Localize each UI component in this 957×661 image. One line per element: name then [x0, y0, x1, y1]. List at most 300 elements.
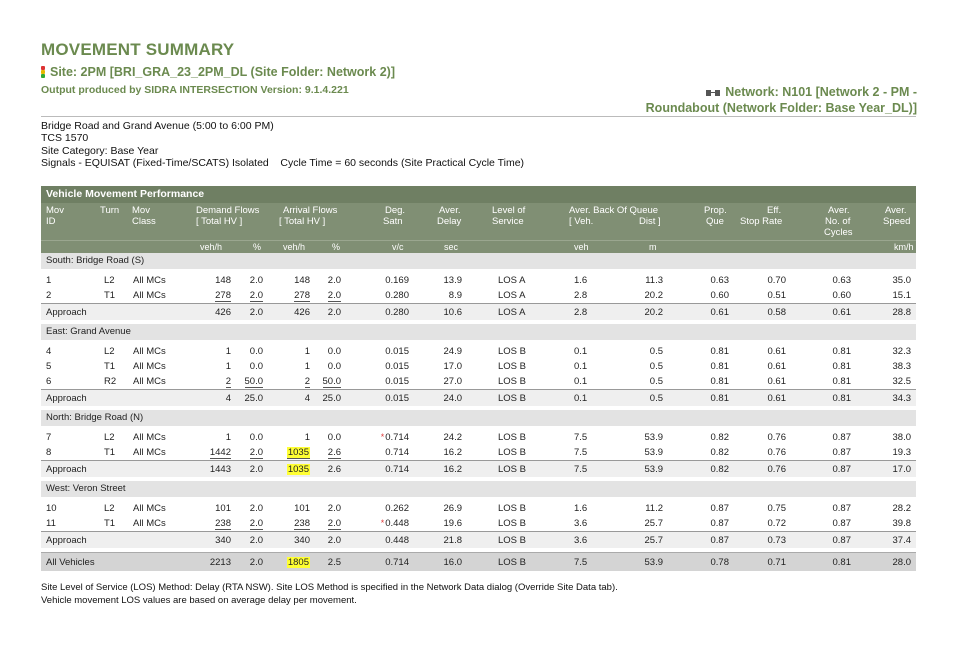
cell-los	[498, 346, 538, 357]
cell-text: 0.0	[327, 361, 341, 372]
cell-text: 24.9	[443, 346, 462, 357]
section-header: East: Grand Avenue	[41, 324, 916, 340]
cell-text: 278	[294, 290, 310, 301]
cell-delay	[425, 393, 462, 404]
cell-veh	[574, 376, 599, 387]
cell-text: 2213	[209, 557, 231, 568]
cell-dist	[626, 535, 663, 546]
cell-delay	[425, 535, 462, 546]
cell-turn	[104, 290, 124, 301]
cell-text: All MCs	[133, 432, 166, 443]
info-line: Site Category: Base Year	[41, 144, 159, 157]
cell-delay	[425, 307, 462, 318]
cell-text: 0.73	[767, 535, 786, 546]
cell-los	[498, 464, 538, 475]
movement-table	[41, 186, 916, 571]
unit-arrival-total: veh/h	[283, 242, 306, 252]
cell-text: 8.9	[448, 290, 462, 301]
cell-text: 340	[215, 535, 231, 546]
cell-dist	[626, 307, 663, 318]
cell-text: 35.0	[892, 275, 911, 286]
cell-eff	[746, 518, 786, 529]
footnote: Vehicle movement LOS values are based on average delay per movement.	[41, 595, 357, 606]
cell-text: 50.0	[244, 376, 263, 387]
cell-text: 7.5	[574, 447, 588, 458]
cell-text: 16.2	[443, 464, 462, 475]
cell-at	[271, 447, 310, 458]
cell-spd	[871, 275, 911, 286]
table-row	[41, 430, 916, 445]
col-aver: Aver.	[439, 205, 461, 216]
cell-text: 0.0	[327, 432, 341, 443]
cell-ah	[313, 275, 341, 286]
asterisk-marker: *	[380, 518, 385, 528]
cell-text: Approach	[46, 393, 87, 404]
cell-los	[498, 393, 538, 404]
cell-los	[498, 447, 538, 458]
cell-text: 0.63	[832, 275, 851, 286]
cell-delay	[425, 518, 462, 529]
cell-dt	[191, 307, 231, 318]
cell-turn	[104, 447, 124, 458]
cell-deg	[366, 290, 409, 301]
cell-text: T1	[104, 361, 116, 372]
cell-los	[498, 275, 538, 286]
cell-ah	[313, 447, 341, 458]
cell-text: LOS B	[498, 376, 526, 387]
units-row	[41, 240, 916, 253]
cell-text: LOS A	[498, 290, 526, 301]
cell-text: 0.58	[767, 307, 786, 318]
cell-cyc	[811, 290, 851, 301]
cell-ah	[313, 557, 341, 568]
cell-delay	[425, 346, 462, 357]
cell-delay	[425, 376, 462, 387]
cell-veh	[574, 432, 599, 443]
unit-speed: km/h	[894, 242, 914, 252]
cell-text: 0.015	[385, 346, 409, 357]
cell-text: Approach	[46, 535, 87, 546]
cell-text: 0.87	[832, 503, 851, 514]
cell-text: 0.5	[649, 346, 663, 357]
cell-dist	[626, 557, 663, 568]
cell-cyc	[811, 464, 851, 475]
cell-text: 0.0	[249, 346, 263, 357]
cell-dh	[238, 518, 263, 529]
cell-text: 0.0	[249, 361, 263, 372]
cell-cyc	[811, 447, 851, 458]
cell-text: 0.81	[710, 346, 729, 357]
cell-que	[689, 518, 729, 529]
cell-veh	[574, 393, 599, 404]
section-header: South: Bridge Road (S)	[41, 253, 916, 269]
cell-text: 28.2	[892, 503, 911, 514]
cell-turn	[104, 432, 124, 443]
cell-text: 2.0	[249, 518, 263, 529]
cell-text: 50.0	[322, 376, 341, 387]
cell-id	[46, 346, 76, 357]
cell-text: LOS B	[498, 518, 526, 529]
cell-text: 148	[215, 275, 231, 286]
unit-dist: m	[649, 242, 657, 252]
cell-text: 4	[46, 346, 52, 357]
cell-text: LOS B	[498, 503, 526, 514]
approach-row	[41, 531, 916, 548]
cell-deg	[366, 447, 409, 458]
cell-text: 1443	[209, 464, 231, 475]
cell-text: LOS B	[498, 393, 526, 404]
approach-row	[41, 303, 916, 320]
cell-deg	[366, 361, 409, 372]
cell-text: 8	[46, 447, 52, 458]
cell-text: 0.87	[710, 518, 729, 529]
cell-text: 5	[46, 361, 52, 372]
produced-by: Output produced by SIDRA INTERSECTION Version: 9.1.4.221	[41, 84, 349, 96]
cell-ah	[313, 346, 341, 357]
cell-id	[46, 290, 76, 301]
cell-deg	[366, 393, 409, 404]
cell-text: 2.0	[249, 557, 263, 568]
cell-text: 0.63	[710, 275, 729, 286]
cell-text: 0.76	[767, 464, 786, 475]
cell-text: 39.8	[892, 518, 911, 529]
cell-text: 26.9	[443, 503, 462, 514]
cell-text: T1	[104, 290, 116, 301]
cell-que	[689, 376, 729, 387]
cell-spd	[871, 447, 911, 458]
cell-text: 0.81	[832, 393, 851, 404]
cell-text: 7.5	[574, 432, 588, 443]
info-line: TCS 1570	[41, 132, 89, 145]
cell-text: 2.0	[249, 464, 263, 475]
col-los-2: Service	[492, 216, 524, 227]
cell-text: All Vehicles	[46, 557, 95, 568]
cell-text: 426	[294, 307, 310, 318]
cell-text: 0.82	[710, 432, 729, 443]
cell-spd	[871, 557, 911, 568]
cell-text: 25.7	[644, 535, 663, 546]
cell-dh	[238, 393, 263, 404]
cell-turn	[104, 361, 124, 372]
cell-text: 0.262	[385, 503, 409, 514]
cell-text: 0.280	[385, 307, 409, 318]
cell-text: 0.87	[832, 447, 851, 458]
cell-text: 32.3	[892, 346, 911, 357]
cell-dh	[238, 361, 263, 372]
cell-dt	[191, 290, 231, 301]
col-boq-veh: [ Veh.	[569, 216, 594, 227]
cell-ah	[313, 376, 341, 387]
cell-text: 1	[304, 346, 310, 357]
cell-text: 0.015	[385, 393, 409, 404]
cell-text: 0.280	[385, 290, 409, 301]
cell-text: All MCs	[133, 290, 166, 301]
cell-id	[46, 503, 76, 514]
cell-cls	[133, 432, 183, 443]
section-header: West: Veron Street	[41, 481, 916, 497]
cell-text: All MCs	[133, 447, 166, 458]
cell-eff	[746, 307, 786, 318]
cell-text: 0.87	[832, 464, 851, 475]
cell-text: 0.448	[385, 518, 409, 529]
table-row	[41, 501, 916, 516]
cell-dist	[626, 464, 663, 475]
cell-text: 25.0	[322, 393, 341, 404]
cell-text: 2	[304, 376, 310, 387]
cell-text: 2.6	[327, 447, 341, 458]
cell-text: 21.8	[443, 535, 462, 546]
cell-text: 27.0	[443, 376, 462, 387]
cell-veh	[574, 447, 599, 458]
cell-text: 0.81	[710, 393, 729, 404]
cell-que	[689, 503, 729, 514]
cell-text: 0.87	[710, 503, 729, 514]
approach-row	[41, 389, 916, 406]
cell-text: LOS B	[498, 557, 526, 568]
cell-text: 2.0	[327, 503, 341, 514]
cell-deg	[366, 464, 409, 475]
cell-text: 0.81	[710, 361, 729, 372]
cell-text: 7.5	[574, 464, 588, 475]
col-speed-2: Speed	[883, 216, 911, 227]
cell-text: 2.0	[327, 307, 341, 318]
cell-dt	[191, 376, 231, 387]
cell-text: 0.1	[574, 346, 588, 357]
cell-text: 10.6	[443, 307, 462, 318]
cell-dh	[238, 290, 263, 301]
cell-text: 53.9	[644, 464, 663, 475]
network-icon	[706, 89, 720, 97]
col-demand-sub: [ Total HV ]	[196, 216, 243, 227]
cell-text: 0.0	[327, 346, 341, 357]
cell-text: 0.82	[710, 464, 729, 475]
cell-spd	[871, 432, 911, 443]
cell-text: 7.5	[574, 557, 588, 568]
cell-text: LOS B	[498, 464, 526, 475]
cell-spd	[871, 376, 911, 387]
cell-text: 0.169	[385, 275, 409, 286]
cell-ah	[313, 503, 341, 514]
cell-ah	[313, 535, 341, 546]
cell-text: 0.76	[767, 447, 786, 458]
cell-delay	[425, 557, 462, 568]
network-line-1: Network: N101 [Network 2 - PM -	[725, 85, 917, 99]
cell-text: 238	[294, 518, 310, 529]
cell-text: 11.3	[645, 275, 663, 286]
cell-text: 101	[294, 503, 310, 514]
cell-ah	[313, 290, 341, 301]
cell-text: 426	[215, 307, 231, 318]
cell-dt	[191, 503, 231, 514]
cell-veh	[574, 557, 599, 568]
cell-dt	[191, 535, 231, 546]
cell-dt	[191, 393, 231, 404]
cell-deg	[366, 503, 409, 514]
cell-text: T1	[104, 447, 116, 458]
cell-text: 2.0	[327, 275, 341, 286]
cell-dt	[191, 275, 231, 286]
cell-text: 19.6	[443, 518, 462, 529]
cell-veh	[574, 361, 599, 372]
cell-deg	[366, 535, 409, 546]
col-turn: Turn	[100, 205, 120, 216]
cell-text: 0.87	[710, 535, 729, 546]
cell-at	[271, 307, 310, 318]
cell-ah	[313, 307, 341, 318]
network-info	[587, 84, 917, 116]
site-label: Site: 2PM [BRI_GRA_23_2PM_DL (Site Folder: Network 2)]	[50, 65, 395, 79]
cell-los	[498, 535, 538, 546]
cell-text: 16.2	[443, 447, 462, 458]
cell-text: 0.714	[385, 432, 409, 443]
cell-los	[498, 376, 538, 387]
cell-text: All MCs	[133, 361, 166, 372]
col-cycles-3: Cycles	[824, 227, 853, 238]
cell-dist	[626, 503, 663, 514]
cell-eff	[746, 447, 786, 458]
cell-text: 0.1	[574, 393, 588, 404]
cell-delay	[425, 361, 462, 372]
cell-cyc	[811, 557, 851, 568]
cell-text: 0.714	[385, 447, 409, 458]
cell-veh	[574, 518, 599, 529]
cell-text: 2.0	[327, 518, 341, 529]
cell-text: 1	[304, 361, 310, 372]
cell-veh	[574, 290, 599, 301]
cell-text: 4	[304, 393, 310, 404]
col-delay: Delay	[437, 216, 462, 227]
cell-los	[498, 557, 538, 568]
cell-at	[271, 432, 310, 443]
unit-demand-total: veh/h	[200, 242, 223, 252]
cell-text: 37.4	[892, 535, 911, 546]
cell-text: 1442	[209, 447, 231, 458]
col-demand: Demand Flows	[196, 205, 260, 216]
cell-text: 0.70	[767, 275, 786, 286]
cell-veh	[574, 535, 599, 546]
cell-text: 10	[46, 503, 57, 514]
cell-text: 34.3	[892, 393, 911, 404]
col-cycles-2: No. of	[825, 216, 851, 227]
cell-spd	[871, 518, 911, 529]
cell-text: 53.9	[644, 432, 663, 443]
col-que: Que	[706, 216, 724, 227]
cell-text: Approach	[46, 307, 87, 318]
cell-text: 2.8	[574, 290, 588, 301]
cell-veh	[574, 307, 599, 318]
cell-id	[46, 518, 76, 529]
cell-turn	[104, 346, 124, 357]
table-row	[41, 359, 916, 374]
cell-eff	[746, 275, 786, 286]
cell-text: 1.6	[574, 275, 588, 286]
col-eff: Eff.	[767, 205, 782, 216]
cell-dt	[191, 518, 231, 529]
unit-deg: v/c	[392, 242, 404, 252]
cell-id	[46, 376, 76, 387]
cell-cyc	[811, 503, 851, 514]
cell-cyc	[811, 346, 851, 357]
cell-dist	[626, 518, 663, 529]
cell-deg	[366, 376, 409, 387]
cell-ah	[313, 464, 341, 475]
cell-text: 1	[46, 275, 52, 286]
col-arrival: Arrival Flows	[283, 205, 338, 216]
cell-deg	[366, 518, 409, 529]
cell-text: 1	[225, 432, 231, 443]
cell-spd	[871, 361, 911, 372]
cell-text: 38.0	[892, 432, 911, 443]
cell-text: 0.5	[649, 393, 663, 404]
cell-eff	[746, 393, 786, 404]
cell-at	[271, 464, 310, 475]
header-divider	[41, 116, 916, 117]
cell-text: 0.71	[767, 557, 786, 568]
cell-text: 53.9	[644, 447, 663, 458]
table-row	[41, 445, 916, 460]
cell-text: L2	[104, 275, 115, 286]
cell-text: L2	[104, 503, 115, 514]
cell-text: LOS A	[498, 307, 526, 318]
cell-spd	[871, 535, 911, 546]
cell-text: 2.5	[327, 557, 341, 568]
cell-dh	[238, 557, 263, 568]
cell-label	[46, 557, 95, 568]
cell-dh	[238, 503, 263, 514]
cell-text: 2.0	[249, 535, 263, 546]
col-stop-rate: Stop Rate	[740, 216, 783, 227]
cell-at	[271, 376, 310, 387]
cell-text: 0.5	[649, 361, 663, 372]
network-line-2: Roundabout (Network Folder: Base Year_DL)]	[645, 101, 917, 115]
cell-turn	[104, 376, 124, 387]
cell-text: 101	[215, 503, 231, 514]
cell-que	[689, 290, 729, 301]
cell-id	[46, 361, 76, 372]
cell-cls	[133, 518, 183, 529]
cell-text: 0.81	[832, 557, 851, 568]
cell-text: 28.8	[892, 307, 911, 318]
cell-id	[46, 432, 76, 443]
table-title: Vehicle Movement Performance	[41, 186, 916, 203]
table-row	[41, 516, 916, 531]
table-header	[41, 203, 916, 240]
cell-veh	[574, 275, 599, 286]
col-class: Class	[132, 216, 156, 227]
cell-dh	[238, 432, 263, 443]
cell-text: 0.5	[649, 376, 663, 387]
cell-spd	[871, 503, 911, 514]
cell-cyc	[811, 376, 851, 387]
cell-text: 20.2	[644, 307, 663, 318]
cell-text: LOS B	[498, 535, 526, 546]
cell-id	[46, 447, 76, 458]
cell-dist	[626, 376, 663, 387]
cell-ah	[313, 518, 341, 529]
col-los-1: Level of	[492, 205, 526, 216]
cell-turn	[104, 503, 124, 514]
cell-dist	[626, 290, 663, 301]
cell-text: 20.2	[644, 290, 663, 301]
cell-delay	[425, 503, 462, 514]
cell-text: 32.5	[892, 376, 911, 387]
info-line: Bridge Road and Grand Avenue (5:00 to 6:00 PM)	[41, 120, 274, 132]
cell-dist	[626, 432, 663, 443]
section-header: North: Bridge Road (N)	[41, 410, 916, 426]
cell-cls	[133, 376, 183, 387]
cell-cls	[133, 275, 183, 286]
cell-text: 0.78	[710, 557, 729, 568]
